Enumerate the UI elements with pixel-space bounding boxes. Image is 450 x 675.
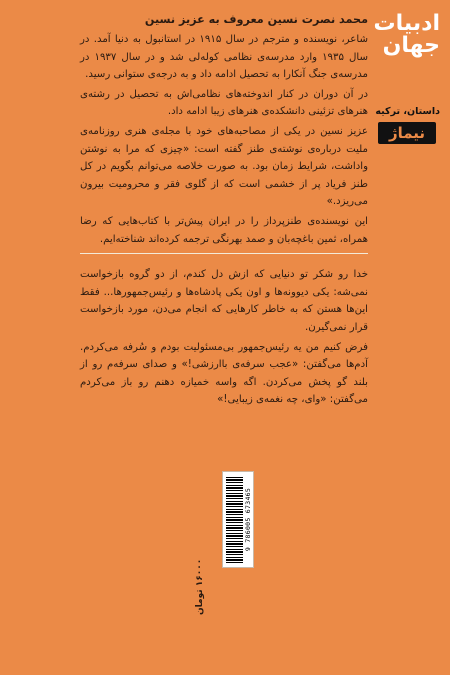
- bio-paragraph: عزیز نسین در یکی از مصاحبه‌های خود با مجله‌ی هنری روزنامه‌ی ملیت درباره‌ی نوشته‌ی طنز گفته است: «چیزی که مرا به نوشتن واداشت، شرایط زمان بود. به صورت خلاصه می‌توانم بگویم در کل طنز فریاد پر از خشمی است که از گلوی فقر و محرومیت بیرون می‌ریزد.»: [80, 125, 368, 208]
- series-title: ادبیات: [373, 11, 440, 36]
- bio-paragraph: این نویسنده‌ی طنزپرداز را در ایران پیش‌تر با کتاب‌هایی که رضا همراه، ثمین باغچه‌بان و صمد بهرنگی ترجمه کرده‌اند شناخته‌ایم.: [80, 215, 368, 245]
- author-heading: محمد نصرت نسین معروف به عزیز نسین: [144, 13, 368, 26]
- barcode-box: [222, 471, 254, 568]
- excerpt-paragraph: خدا رو شکر تو دنیایی که ازش دل کندم، از دو گروه بازخواست نمی‌شه: یکی دیوونه‌ها و اون یکی پادشاه‌ها و رئیس‌جمهورها... فقط این‌ها هستن که به خاطر کارهایی که انجام می‌دن، مورد بازخواست قرار نمی‌گیرن.: [80, 269, 368, 333]
- excerpt-block: [80, 266, 368, 409]
- section-divider: [80, 253, 368, 254]
- bio-paragraph: شاعر، نویسنده و مترجم در سال ۱۹۱۵ در استانبول به دنیا آمد. در سال ۱۹۳۵ وارد مدرسه‌ی نظامی کوله‌لی شد و در سال ۱۹۳۷ در مدرسه‌ی جنگ آنکارا به تحصیل ادامه داد و به درجه‌ی ستوانی رسید.: [80, 34, 369, 81]
- price-label: ۱۶۰۰۰ تومان: [195, 558, 205, 615]
- text-column: [80, 12, 368, 411]
- barcode-bars: [226, 476, 243, 563]
- series-logo: [373, 11, 440, 58]
- publisher-logo: نیماژ: [378, 122, 436, 144]
- excerpt-paragraph: فرض کنیم من یه رئیس‌جمهور بی‌مسئولیت بودم و سُرفه می‌کردم. آدم‌ها می‌گفتن: «عجب سرفه‌ی باارزشی!» و صدای سرفه‌م رو از بلند گو پخش می‌کردن. اگه واسه خمیازه دهنم رو باز می‌کردم می‌گفتن: «وای، چه نغمه‌ی زیبایی!»: [80, 341, 368, 406]
- series-subtitle: جهان: [382, 33, 440, 58]
- bio-paragraph: در آن دوران در کنار اندوخته‌های نظامی‌اش به تحصیل در رشته‌ی هنرهای تزئینی دانشکده‌ی هنرهای زیبا ادامه داد.: [80, 88, 368, 118]
- genre-label: داستان، ترکیه: [375, 106, 440, 117]
- barcode: [222, 473, 252, 568]
- barcode-number: 9 786005 673465: [244, 487, 252, 552]
